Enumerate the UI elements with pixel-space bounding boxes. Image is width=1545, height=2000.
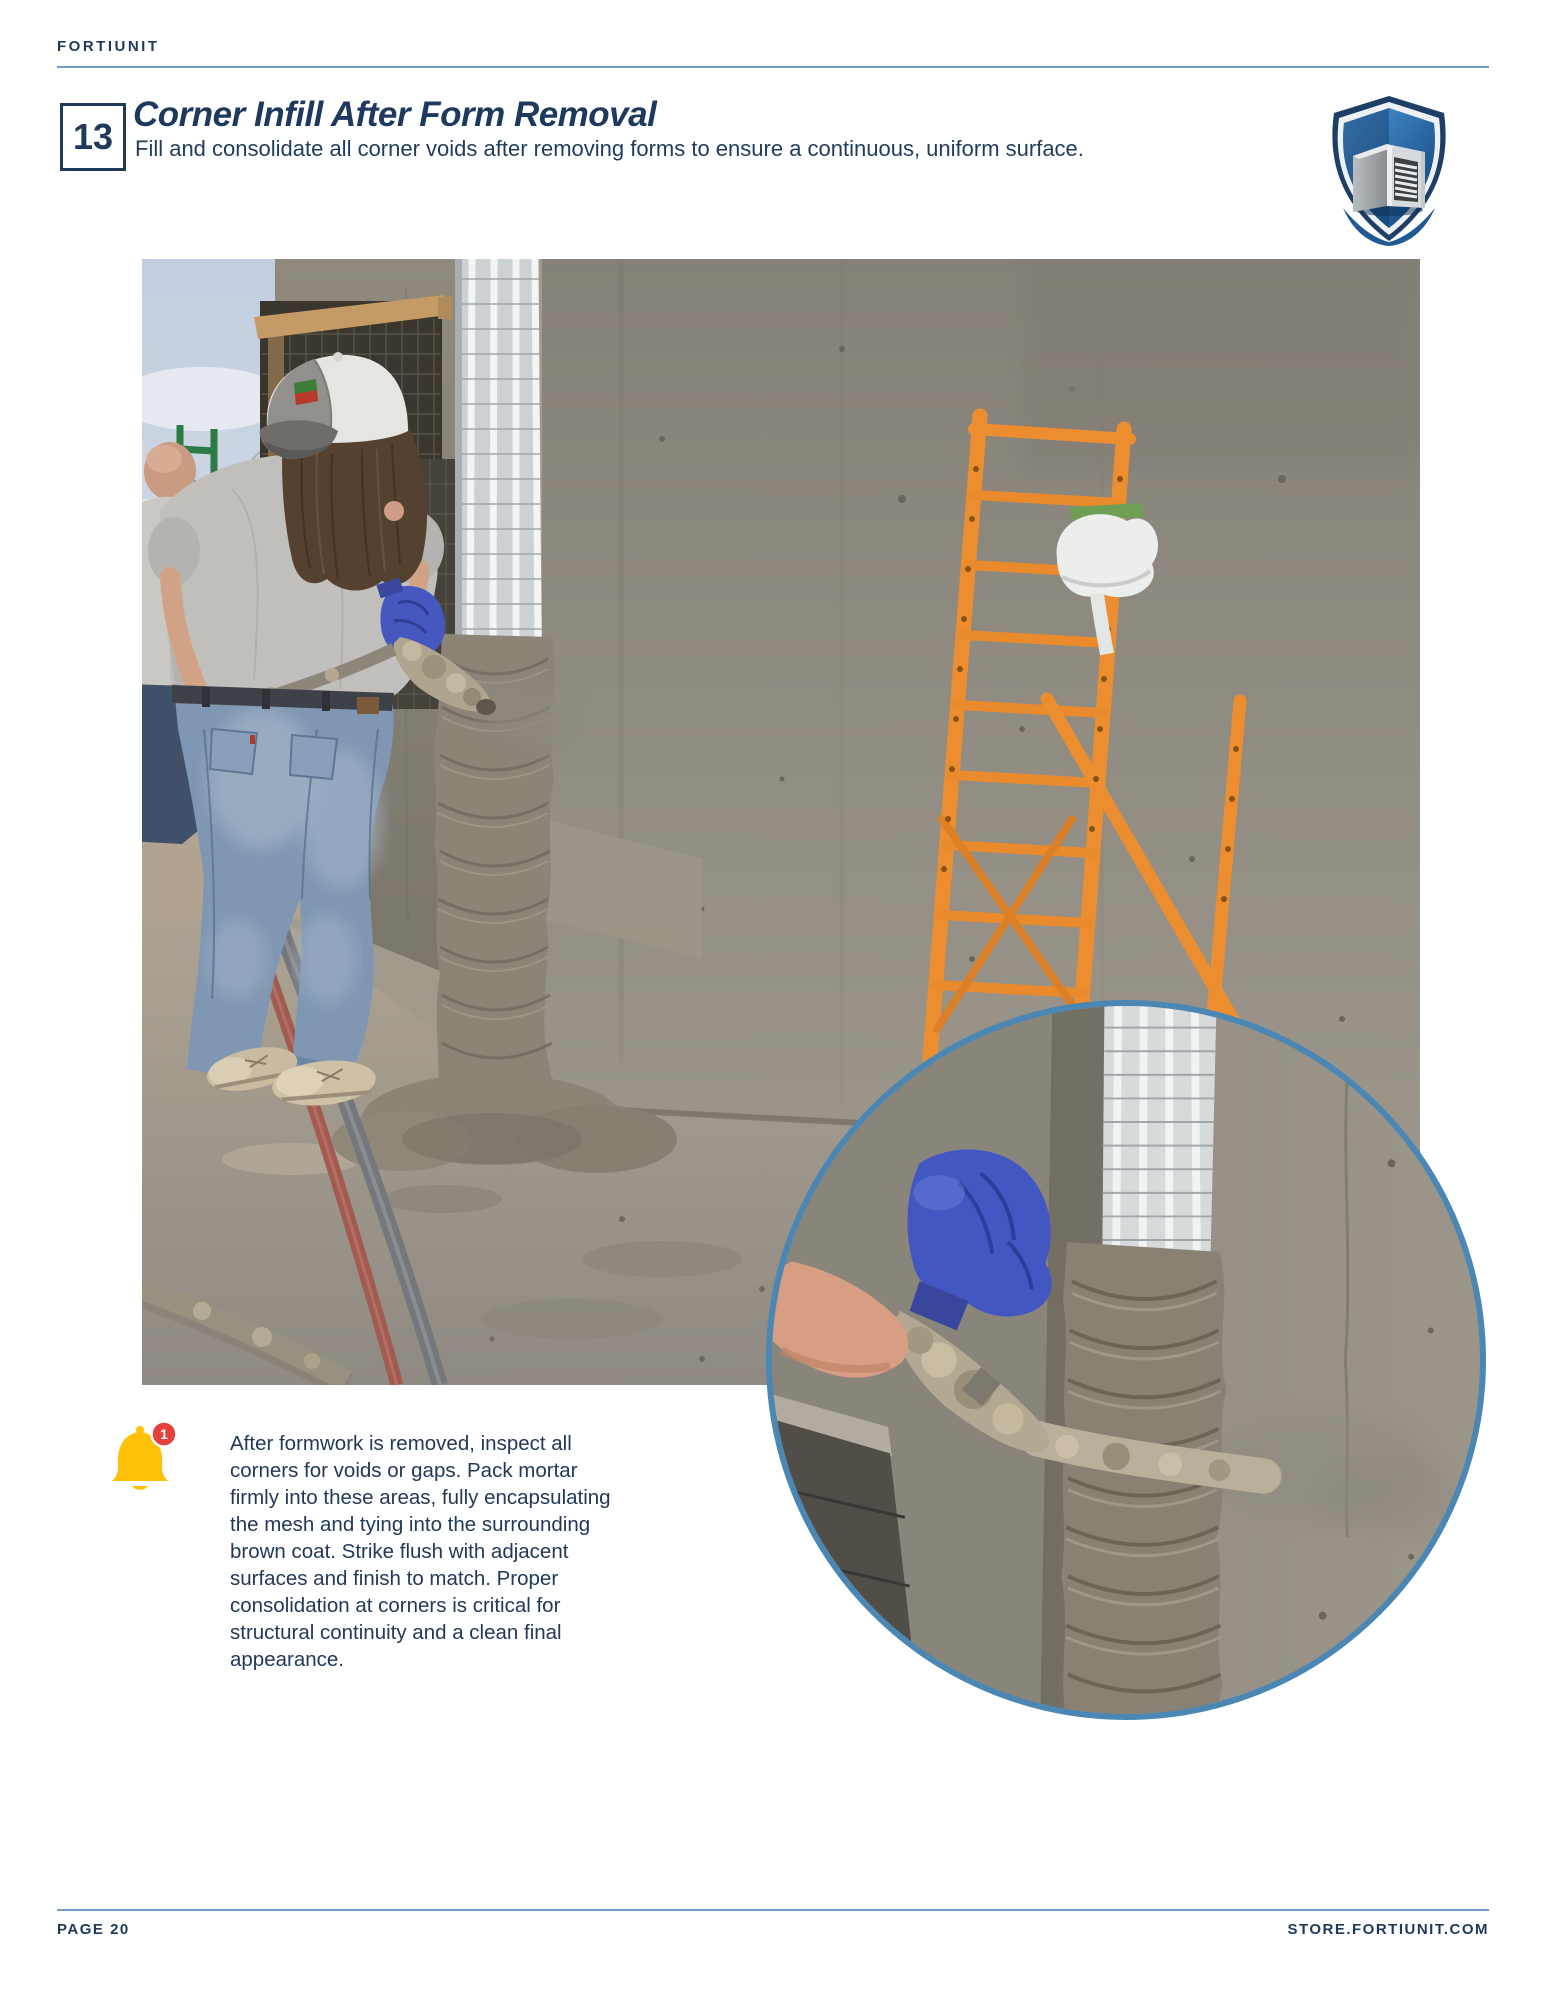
brand-wordmark: FORTIUNIT [57, 38, 160, 55]
page-title: Corner Infill After Form Removal [133, 95, 657, 134]
page-subtitle: Fill and consolidate all corner voids after removing forms to ensure a continuous, uniform surface. [135, 136, 1084, 161]
step-number: 13 [72, 116, 114, 157]
bell-badge-count: 1 [160, 1426, 168, 1442]
step-number-box [60, 103, 126, 171]
bell-notification-icon [106, 1420, 184, 1498]
page-number: PAGE 20 [57, 1921, 130, 1938]
shield-building-logo-icon [1325, 94, 1453, 246]
note-text: After formwork is removed, inspect all corners for voids or gaps. Pack mortar firmly into these areas, fully encapsulating the mesh and tying into the surrounding brown coat. Strike flush with adjacent surfaces and finish to match. Proper consolidation at corners is critical for structural continuity and a clean final appearance. [230, 1432, 611, 1671]
corner-detail-magnifier [766, 1000, 1486, 1720]
footer-divider [57, 1909, 1489, 1911]
header-divider [57, 66, 1489, 68]
footer-site-url: STORE.FORTIUNIT.COM [1287, 1921, 1489, 1938]
